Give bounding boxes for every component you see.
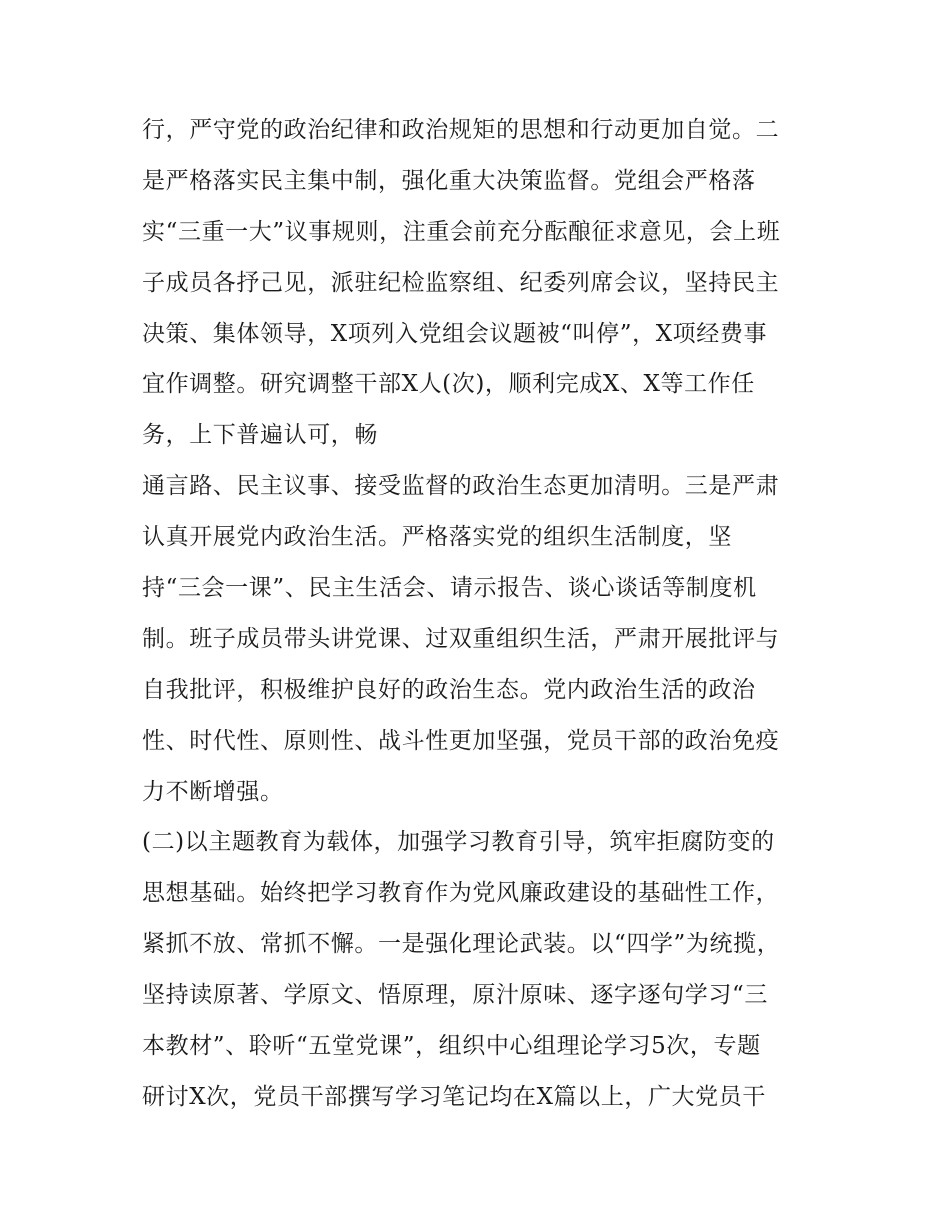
text-line: 务，上下普遍认可，畅 bbox=[142, 422, 378, 449]
text-line: 宜作调整。研究调整干部X人(次)，顺利完成X、X等工作任 bbox=[142, 371, 755, 398]
text-line: 力不断增强。 bbox=[142, 778, 284, 805]
text-line: 决策、集体领导，X项列入党组会议题被“叫停”，X项经费事 bbox=[142, 320, 768, 347]
text-line: 通言路、民主议事、接受监督的政治生态更加清明。三是严肃 bbox=[142, 473, 780, 500]
text-line: 制。班子成员带头讲党课、过双重组织生活，严肃开展批评与 bbox=[142, 625, 780, 652]
text-line: 子成员各抒己见，派驻纪检监察组、纪委列席会议，坚持民主 bbox=[142, 269, 780, 296]
text-line: 性、时代性、原则性、战斗性更加坚强，党员干部的政治免疫 bbox=[142, 727, 780, 754]
text-line: 思想基础。始终把学习教育作为党风廉政建设的基础性工作， bbox=[142, 880, 780, 907]
body-text bbox=[142, 105, 822, 1123]
text-line: 行，严守党的政治纪律和政治规矩的思想和行动更加自觉。二 bbox=[142, 117, 780, 143]
text-line: 自我批评，积极维护良好的政治生态。党内政治生活的政治 bbox=[142, 676, 756, 703]
text-line: 实“三重一大”议事规则，注重会前充分酝酿征求意见，会上班 bbox=[142, 218, 781, 245]
text-line: 本教材”、聆听“五堂党课”，组织中心组理论学习5次，专题 bbox=[142, 1033, 761, 1060]
text-line: 是严格落实民主集中制，强化重大决策监督。党组会严格落 bbox=[142, 167, 756, 194]
text-line: 坚持读原著、学原文、悟原理，原汁原味、逐字逐句学习“三 bbox=[142, 982, 768, 1009]
text-line: 紧抓不放、常抓不懈。一是强化理论武装。以“四学”为统揽， bbox=[142, 931, 781, 958]
section-heading-line: (二)以主题教育为载体，加强学习教育引导，筑牢拒腐防变的 bbox=[142, 829, 775, 856]
text-line: 认真开展党内政治生活。严格落实党的组织生活制度，坚 bbox=[142, 524, 732, 551]
text-line: 研讨X次，党员干部撰写学习笔记均在X篇以上，广大党员干 bbox=[142, 1083, 766, 1110]
text-line: 持“三会一课”、民主生活会、请示报告、谈心谈话等制度机 bbox=[142, 575, 757, 602]
